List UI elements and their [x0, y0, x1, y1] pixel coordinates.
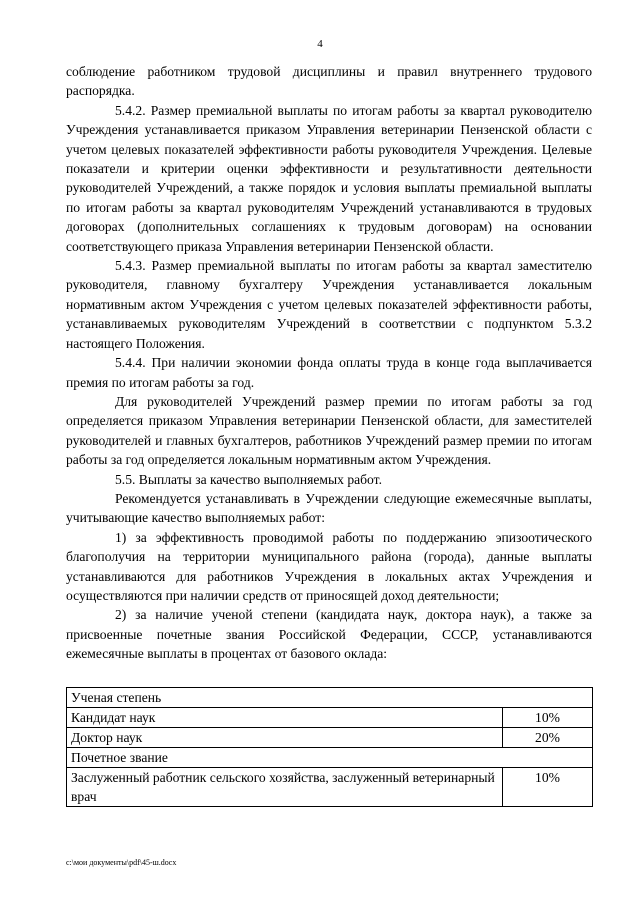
page-number: 4	[317, 38, 323, 50]
table-section-header	[67, 688, 593, 708]
paragraph-item-1: 1) за эффективность проводимой работы по поддержанию эпизоотического благополучия на территории муниципального района (города), данные выплаты устанавливаются для работников Учреждения в локальных актах Учреждения и осуществляются при наличии средств от приносящей доход деятельности;	[66, 529, 592, 603]
paragraph-recommended: Рекомендуется устанавливать в Учреждении следующие ежемесячные выплаты, учитывающие качество выполняемых работ:	[66, 490, 592, 526]
table-row	[67, 768, 593, 807]
section-honorary-title: Почетное звание	[67, 748, 593, 768]
row-label: Доктор наук	[67, 728, 503, 748]
paragraph-5-4-2: 5.4.2. Размер премиальной выплаты по итогам работы за квартал руководителю Учреждения устанавливается приказом Управления ветеринарии Пензенской области с учетом целевых показателей эффективности работы руководителя Учреждения. Целевые показатели и критерии оценки эффективности и результативности деятельности руководителей Учреждений, а также порядок и условия выплаты премиальной выплаты по итогам работы за квартал руководителям Учреждений устанавливаются в трудовых договорах (дополнительных соглашениях к трудовым договорам) на основании соответствующего приказа Управления ветеринарии Пензенской области.	[66, 102, 592, 254]
row-value: 10%	[503, 768, 593, 807]
row-value: 10%	[503, 708, 593, 728]
paragraph-5-5: 5.5. Выплаты за качество выполняемых работ.	[115, 471, 382, 487]
row-value: 20%	[503, 728, 593, 748]
table-section-header	[67, 748, 593, 768]
paragraph-annual-bonus: Для руководителей Учреждений размер премии по итогам работы за год определяется приказом Управления ветеринарии Пензенской области, для заместителей руководителей и главных бухгалтеров, работников Учреждений размер премии по итогам работы за год определяется локальным нормативным актом Учреждения.	[66, 393, 592, 468]
section-academic-degree: Ученая степень	[67, 688, 593, 708]
document-body	[66, 62, 592, 664]
row-label: Кандидат наук	[67, 708, 503, 728]
table-row	[67, 708, 593, 728]
paragraph-discipline: соблюдение работником трудовой дисциплины и правил внутреннего трудового распорядка.	[66, 64, 592, 99]
allowance-table	[66, 687, 593, 807]
paragraph-5-4-4: 5.4.4. При наличии экономии фонда оплаты труда в конце года выплачивается премия по итогам работы за год.	[66, 355, 592, 390]
paragraph-5-4-3: 5.4.3. Размер премиальной выплаты по итогам работы за квартал заместителю руководителя, главному бухгалтеру Учреждения устанавливается локальным нормативным актом Учреждения с учетом целевых показателей эффективности работы, устанавливаемых руководителям Учреждений в соответствии с подпунктом 5.3.2 настоящего Положения.	[66, 258, 592, 351]
table-row	[67, 728, 593, 748]
row-label: Заслуженный работник сельского хозяйства, заслуженный ветеринарный врач	[67, 768, 503, 807]
paragraph-item-2: 2) за наличие ученой степени (кандидата наук, доктора наук), а также за присвоенные почетные звания Российской Федерации, СССР, устанавливаются ежемесячные выплаты в процентах от базового оклада:	[66, 607, 592, 662]
footer-file-path: c:\мои документы\pdf\45-ш.docx	[66, 858, 177, 867]
